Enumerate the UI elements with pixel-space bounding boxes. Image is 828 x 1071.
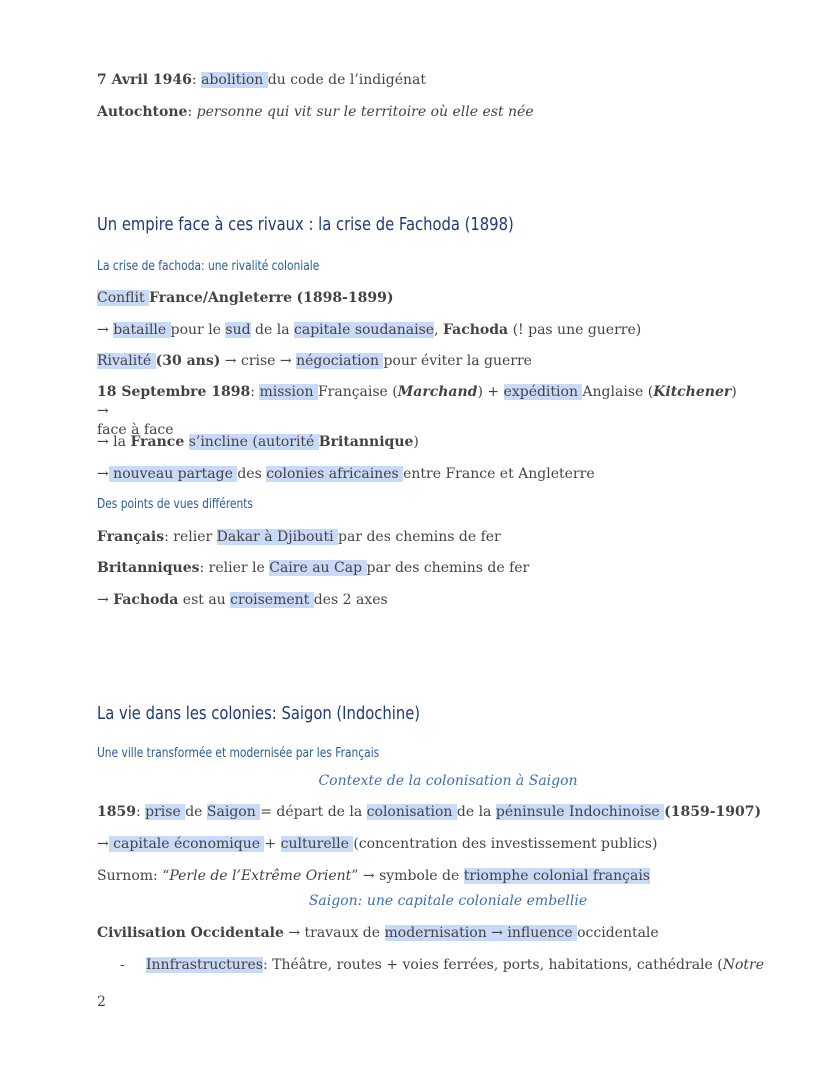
highlight-abolition: abolition [201, 72, 268, 88]
arrow: → [97, 592, 109, 608]
highlight-autorite: (autorité [252, 434, 319, 450]
page-number: 2 [97, 994, 106, 1010]
text: Française ( [317, 384, 398, 400]
text: , [434, 322, 443, 338]
line-capitale [97, 834, 657, 854]
highlight-peninsule: péninsule Indochinoise [495, 804, 665, 820]
list-bullet-dash: - [120, 957, 125, 973]
subheading-ville: Une ville transformée et modernisée par les Français [97, 746, 380, 761]
text: ” → symbole de [351, 868, 464, 884]
text: ) + [477, 384, 504, 400]
highlight-croisement: croisement [230, 592, 314, 608]
arrow: → [97, 466, 109, 482]
line-francais [97, 527, 501, 547]
centered-title-contexte: Contexte de la colonisation à Saigon [318, 773, 578, 789]
highlight-partage: nouveau partage [108, 466, 238, 482]
line-autochtone: Autochtone: personne qui vit sur le territoire où elle est née [97, 104, 534, 120]
text: Civilisation Occidentale [97, 925, 284, 941]
highlight-triomphe: triomphe colonial français [463, 868, 650, 884]
text: : relier le [199, 560, 270, 576]
text: entre France et Angleterre [403, 466, 595, 482]
line-surnom [97, 866, 650, 886]
text: Britanniques [97, 560, 200, 576]
highlight-mission: mission [259, 384, 318, 400]
text: = départ de la [260, 804, 367, 820]
highlight-dakar: Dakar à Djibouti [216, 529, 339, 545]
highlight-prise: prise [145, 804, 186, 820]
text: de la [250, 322, 294, 338]
text: (concentration des investissement publics) [353, 836, 658, 852]
text: → crise → [220, 353, 297, 369]
text: : [135, 804, 146, 820]
highlight-capitale-eco: capitale économique [108, 836, 265, 852]
text: Anglaise ( [582, 384, 654, 400]
arrow: → [97, 322, 109, 338]
date-1946: 7 Avril 1946 [97, 72, 192, 88]
highlight-negociation: négociation [296, 353, 384, 369]
line-civilisation [97, 923, 659, 943]
subheading-points-de-vue: Des points de vues différents [97, 497, 253, 512]
text: (1898-1899) [296, 290, 394, 306]
text: : relier [164, 529, 217, 545]
highlight-saigon: Saigon [206, 804, 261, 820]
date-1898: 18 Septembre 1898 [97, 384, 251, 400]
text: Fachoda [113, 592, 179, 608]
highlight-modernisation: modernisation [384, 925, 492, 941]
text: France/Angleterre [149, 290, 293, 306]
text: Surnom: “ [97, 868, 170, 884]
text: Perle de l’Extrême Orient [169, 868, 352, 884]
line-conflit [97, 288, 393, 308]
text: (! pas une guerre) [508, 322, 642, 338]
text: face à face [97, 422, 174, 438]
line-1946: 7 Avril 1946: abolition du code de l’indigénat [97, 72, 426, 88]
text: ) [413, 434, 419, 450]
text: : Théâtre, routes + voies ferrées, ports, habitations, cathédrale ( [262, 957, 723, 973]
text: occidentale [577, 925, 659, 941]
highlight-influence: influence [507, 925, 578, 941]
text: Fachoda [442, 322, 509, 338]
text: (1859-1907) [664, 804, 762, 820]
line-britanniques [97, 558, 529, 578]
highlight-bataille: bataille [113, 322, 171, 338]
highlight-colonisation: colonisation [366, 804, 457, 820]
text: Notre [722, 957, 765, 973]
text: France [130, 434, 185, 450]
text: Kitchener [653, 384, 732, 400]
highlight-sud: sud [225, 322, 251, 338]
highlight-capitale: capitale soudanaise [294, 322, 435, 338]
line-incline [97, 432, 419, 452]
text: → la [97, 434, 131, 450]
highlight-conflit: Conflit [97, 290, 150, 306]
text: de la [456, 804, 496, 820]
text: pour éviter la guerre [383, 353, 532, 369]
highlight-rivalite: Rivalité [97, 353, 156, 369]
highlight-sincline: s’incline [188, 434, 253, 450]
text: 1859 [97, 804, 136, 820]
text: Britannique [318, 434, 414, 450]
text: → travaux de [283, 925, 385, 941]
subheading-rivalite: La crise de fachoda: une rivalité coloniale [97, 259, 320, 274]
heading-fachoda: Un empire face à ces rivaux : la crise de Fachoda (1898) [97, 214, 514, 235]
text: + [264, 836, 281, 852]
line-1898: 18 Septembre 1898: mission Française (Marchand) + expédition Anglaise (Kitchener) → face à face [97, 384, 737, 438]
centered-title-embellie: Saigon: une capitale coloniale embellie [308, 893, 588, 909]
highlight-expedition: expédition [503, 384, 583, 400]
highlight-colonies: colonies africaines [266, 466, 404, 482]
text: du code de l’indigénat [267, 72, 426, 88]
text: ) → [97, 384, 737, 419]
text: de [185, 804, 207, 820]
line-croisement [97, 590, 388, 610]
def-autochtone: personne qui vit sur le territoire où elle est née [196, 104, 534, 120]
text: par des chemins de fer [338, 529, 501, 545]
line-infrastructures [146, 955, 764, 975]
text: Français [97, 529, 165, 545]
line-rivalite [97, 351, 532, 371]
heading-saigon: La vie dans les colonies: Saigon (Indochine) [97, 703, 421, 724]
highlight-culturelle: culturelle [280, 836, 354, 852]
highlight-arrow: → [491, 925, 508, 941]
text: Marchand [397, 384, 478, 400]
text: des 2 axes [313, 592, 388, 608]
text: (30 ans) [155, 353, 221, 369]
line-1859 [97, 802, 761, 822]
arrow: → [97, 836, 109, 852]
term-autochtone: Autochtone [97, 104, 188, 120]
text: des [237, 466, 267, 482]
highlight-caire: Caire au Cap [269, 560, 367, 576]
line-partage [97, 464, 595, 484]
highlight-infrastructures: Innfrastructures [146, 957, 263, 973]
text: par des chemins de fer [366, 560, 530, 576]
line-bataille [97, 320, 641, 340]
text: pour le [170, 322, 226, 338]
text: est au [178, 592, 231, 608]
